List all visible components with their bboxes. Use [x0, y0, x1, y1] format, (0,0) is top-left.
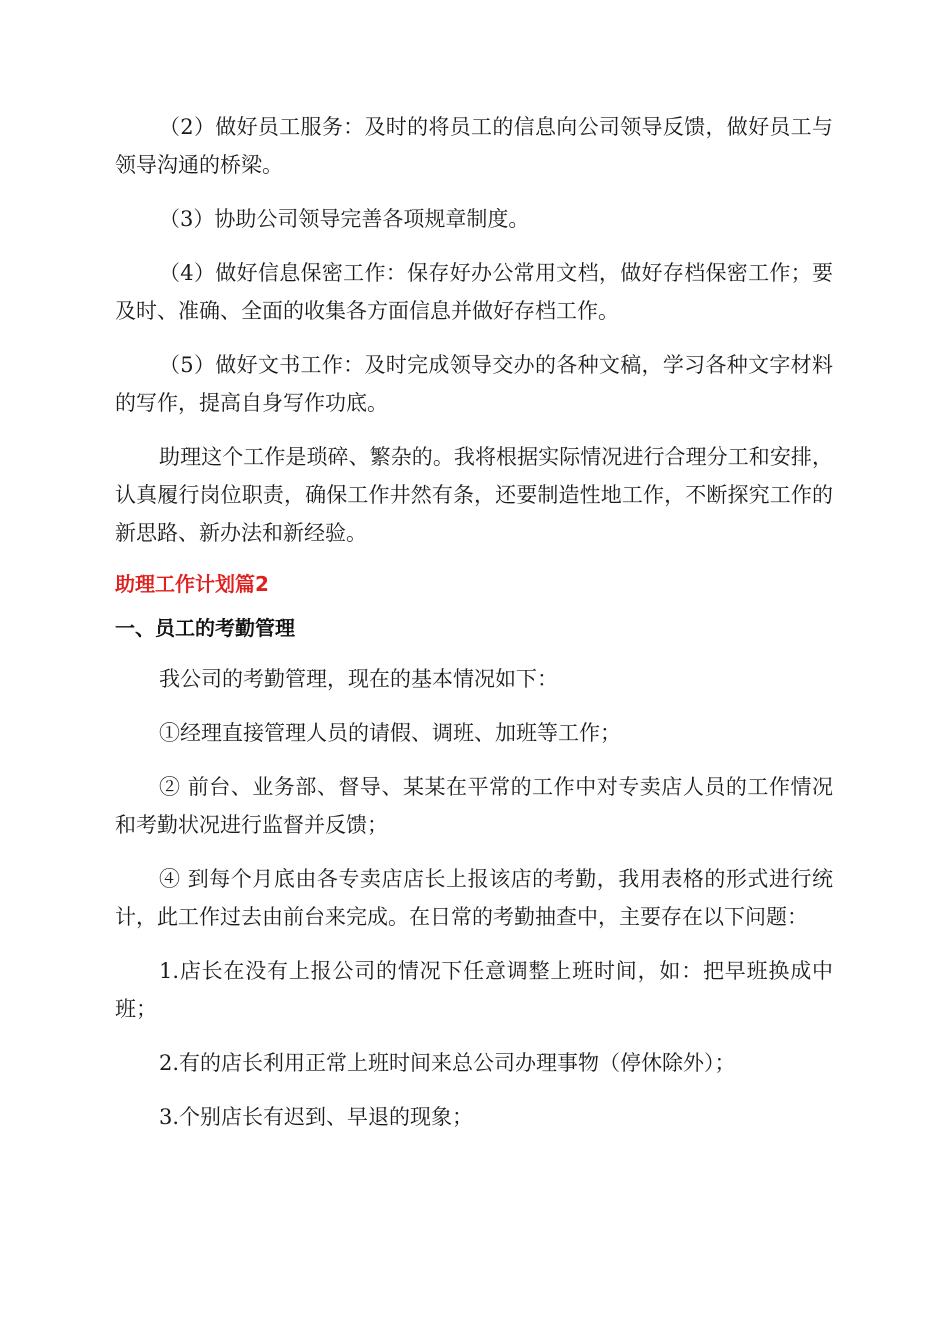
document-page [115, 108, 833, 1152]
paragraph: 助理这个工作是琐碎、繁杂的。我将根据实际情况进行合理分工和安排，认真履行岗位职责，确保工作井然有条，还要制造性地工作，不断探究工作的新思路、新办法和新经验。 [115, 445, 833, 545]
paragraph: （5）做好文书工作：及时完成领导交办的各种文稿，学习各种文字材料的写作，提高自身写作功底。 [115, 353, 833, 415]
paragraph: （2）做好员工服务：及时的将员工的信息向公司领导反馈，做好员工与领导沟通的桥梁。 [115, 115, 833, 177]
paragraph: 1.店长在没有上报公司的情况下任意调整上班时间，如：把早班换成中班； [115, 959, 833, 1021]
paragraph: 我公司的考勤管理，现在的基本情况如下： [159, 667, 558, 691]
paragraph: ④ 到每个月底由各专卖店店长上报该店的考勤，我用表格的形式进行统计，此工作过去由前台来完成。在日常的考勤抽查中，主要存在以下问题： [115, 867, 833, 929]
paragraph: （3）协助公司领导完善各项规章制度。 [159, 207, 530, 231]
paragraph: ①经理直接管理人员的请假、调班、加班等工作； [159, 721, 621, 745]
section-title: 助理工作计划篇2 [115, 572, 269, 596]
paragraph: 2.有的店长利用正常上班时间来总公司办理事物（停休除外）； [159, 1051, 736, 1075]
paragraph: （4）做好信息保密工作：保存好办公常用文档，做好存档保密工作；要及时、准确、全面的收集各方面信息并做好存档工作。 [115, 261, 833, 323]
subsection-title: 一、员工的考勤管理 [115, 616, 295, 640]
paragraph: 3.个别店长有迟到、早退的现象； [159, 1105, 474, 1129]
paragraph: ② 前台、业务部、督导、某某在平常的工作中对专卖店人员的工作情况和考勤状况进行监督并反馈； [115, 775, 833, 837]
